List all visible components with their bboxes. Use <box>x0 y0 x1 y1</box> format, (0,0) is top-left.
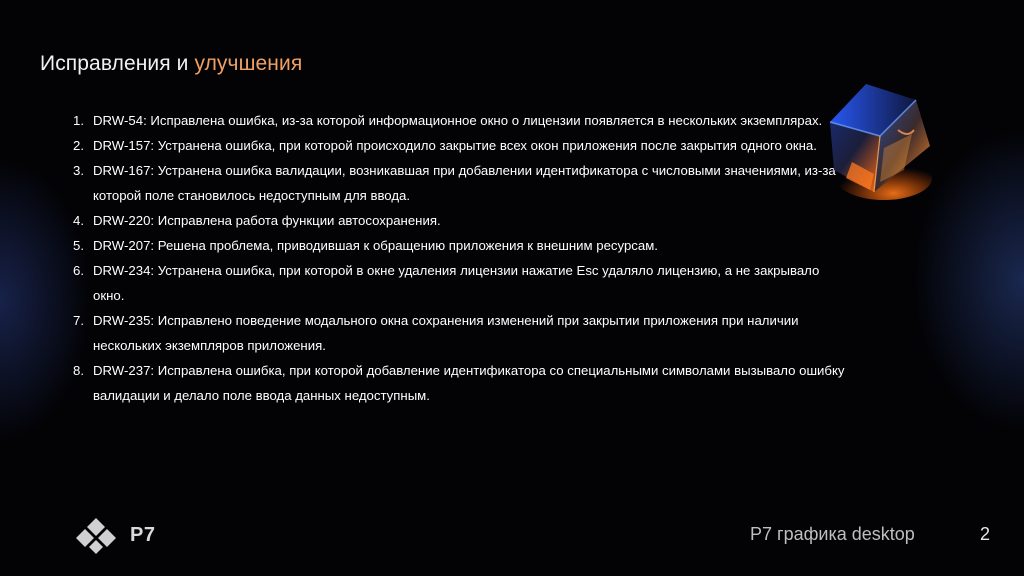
logo-text: P7 <box>130 523 156 546</box>
footer-product-name: Р7 графика desktop <box>750 524 915 544</box>
list-item-number: 6. <box>73 263 84 278</box>
list-item <box>70 358 850 408</box>
list-item <box>70 208 850 233</box>
list-item-text: DRW-234: Устранена ошибка, при которой в окне удаления лицензии нажатие Esc удаляло лицензию, а не закрывало окно. <box>93 263 820 303</box>
fix-list <box>70 108 850 408</box>
list-item <box>70 233 850 258</box>
list-item-number: 4. <box>73 213 84 228</box>
list-item <box>70 258 850 308</box>
page-number: 2 <box>980 524 991 544</box>
list-item-number: 1. <box>73 113 84 128</box>
list-item-text: DRW-167: Устранена ошибка валидации, возникавшая при добавлении идентификатора с числовыми значениями, из-за которой поле становилось недоступным для ввода. <box>93 163 836 203</box>
list-item-number: 3. <box>73 163 84 178</box>
title-main: Исправления <box>40 52 171 75</box>
list-item-text: DRW-207: Решена проблема, приводившая к обращению приложения к внешним ресурсам. <box>93 238 658 253</box>
list-item <box>70 133 850 158</box>
list-item <box>70 158 850 208</box>
title-join: и <box>170 52 195 75</box>
list-item-text: DRW-237: Исправлена ошибка, при которой добавление идентификатора со специальными символами вызывало ошибку валидации и делало поле ввода данных недоступным. <box>93 363 845 403</box>
list-item-text: DRW-235: Исправлено поведение модального окна сохранения изменений при закрытии приложения при наличии нескольких экземпляров приложения. <box>93 313 799 353</box>
r7-logo-icon <box>72 516 122 554</box>
footer-logo <box>72 516 155 554</box>
list-item <box>70 308 850 358</box>
list-item <box>70 108 850 133</box>
list-item-number: 7. <box>73 313 84 328</box>
list-item-number: 8. <box>73 363 84 378</box>
list-item-text: DRW-220: Исправлена работа функции автосохранения. <box>93 213 441 228</box>
list-item-number: 2. <box>73 138 84 153</box>
list-item-text: DRW-54: Исправлена ошибка, из-за которой информационное окно о лицензии появляется в нескольких экземплярах. <box>93 113 823 128</box>
list-item-number: 5. <box>73 238 84 253</box>
title-accent: улучшения <box>194 52 303 75</box>
glass-cube-icon <box>822 78 942 203</box>
slide-title <box>40 52 302 76</box>
list-item-text: DRW-157: Устранена ошибка, при которой происходило закрытие всех окон приложения после закрытия одного окна. <box>93 138 817 153</box>
